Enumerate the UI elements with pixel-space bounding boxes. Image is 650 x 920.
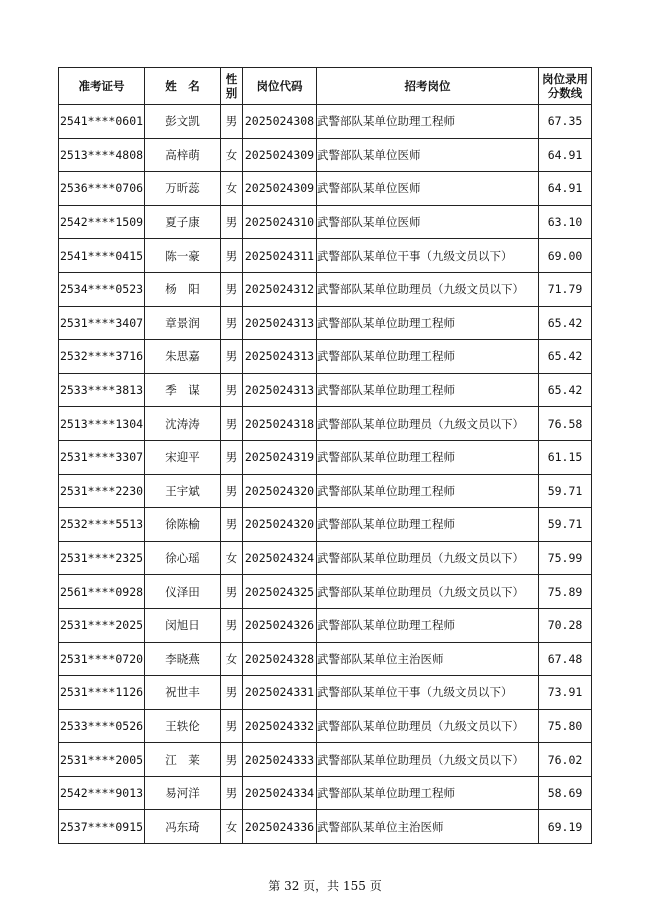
- header-gender: 性别: [221, 68, 243, 105]
- name-cell: 宋迎平: [145, 440, 221, 474]
- position-code-cell: 2025024313: [243, 340, 317, 374]
- exam-no-cell: 2531****0720: [59, 642, 145, 676]
- gender-cell: 女: [221, 642, 243, 676]
- table-row: [59, 205, 592, 239]
- exam-no-cell: 2531****2025: [59, 608, 145, 642]
- name-cell: 朱思嘉: [145, 340, 221, 374]
- position-code-cell: 2025024311: [243, 239, 317, 273]
- name-cell: 章景润: [145, 306, 221, 340]
- gender-cell: 男: [221, 743, 243, 777]
- position-code-cell: 2025024333: [243, 743, 317, 777]
- score-cell: 75.89: [539, 575, 592, 609]
- header-row: [59, 68, 592, 105]
- position-cell: 武警部队某单位助理工程师: [317, 306, 539, 340]
- position-cell: 武警部队某单位助理工程师: [317, 776, 539, 810]
- position-cell: 武警部队某单位干事（九级文员以下）: [317, 676, 539, 710]
- gender-cell: 男: [221, 272, 243, 306]
- position-cell: 武警部队某单位助理工程师: [317, 608, 539, 642]
- score-cell: 73.91: [539, 676, 592, 710]
- position-code-cell: 2025024320: [243, 508, 317, 542]
- gender-cell: 女: [221, 138, 243, 172]
- position-code-cell: 2025024334: [243, 776, 317, 810]
- score-cell: 64.91: [539, 138, 592, 172]
- name-cell: 冯东琦: [145, 810, 221, 844]
- table-row: [59, 440, 592, 474]
- table-row: [59, 676, 592, 710]
- position-cell: 武警部队某单位助理员（九级文员以下）: [317, 407, 539, 441]
- position-cell: 武警部队某单位助理工程师: [317, 105, 539, 139]
- position-cell: 武警部队某单位助理工程师: [317, 474, 539, 508]
- gender-cell: 男: [221, 508, 243, 542]
- score-cell: 58.69: [539, 776, 592, 810]
- table-row: [59, 743, 592, 777]
- exam-no-cell: 2532****5513: [59, 508, 145, 542]
- position-code-cell: 2025024312: [243, 272, 317, 306]
- table-row: [59, 810, 592, 844]
- table-body: [59, 105, 592, 844]
- exam-no-cell: 2542****1509: [59, 205, 145, 239]
- exam-no-cell: 2531****1126: [59, 676, 145, 710]
- name-cell: 高梓萌: [145, 138, 221, 172]
- header-score-line: 岗位录用分数线: [539, 68, 592, 105]
- exam-no-cell: 2541****0601: [59, 105, 145, 139]
- name-cell: 闵旭日: [145, 608, 221, 642]
- table-row: [59, 575, 592, 609]
- name-cell: 王轶伦: [145, 709, 221, 743]
- position-cell: 武警部队某单位医师: [317, 138, 539, 172]
- header-position-code: 岗位代码: [243, 68, 317, 105]
- position-code-cell: 2025024320: [243, 474, 317, 508]
- position-cell: 武警部队某单位助理工程师: [317, 373, 539, 407]
- gender-cell: 女: [221, 810, 243, 844]
- name-cell: 徐陈榆: [145, 508, 221, 542]
- gender-cell: 男: [221, 205, 243, 239]
- position-code-cell: 2025024331: [243, 676, 317, 710]
- gender-cell: 男: [221, 608, 243, 642]
- name-cell: 万昕蕊: [145, 172, 221, 206]
- position-code-cell: 2025024328: [243, 642, 317, 676]
- exam-no-cell: 2513****1304: [59, 407, 145, 441]
- gender-cell: 男: [221, 306, 243, 340]
- gender-cell: 男: [221, 407, 243, 441]
- position-code-cell: 2025024318: [243, 407, 317, 441]
- name-cell: 江 莱: [145, 743, 221, 777]
- exam-no-cell: 2537****0915: [59, 810, 145, 844]
- exam-no-cell: 2534****0523: [59, 272, 145, 306]
- score-cell: 65.42: [539, 306, 592, 340]
- position-code-cell: 2025024332: [243, 709, 317, 743]
- table-row: [59, 138, 592, 172]
- table-row: [59, 541, 592, 575]
- exam-no-cell: 2561****0928: [59, 575, 145, 609]
- score-cell: 64.91: [539, 172, 592, 206]
- score-cell: 67.35: [539, 105, 592, 139]
- gender-cell: 男: [221, 474, 243, 508]
- name-cell: 杨 阳: [145, 272, 221, 306]
- position-cell: 武警部队某单位医师: [317, 205, 539, 239]
- position-cell: 武警部队某单位助理员（九级文员以下）: [317, 272, 539, 306]
- table-row: [59, 239, 592, 273]
- score-cell: 59.71: [539, 508, 592, 542]
- score-cell: 76.58: [539, 407, 592, 441]
- table-row: [59, 709, 592, 743]
- table-row: [59, 340, 592, 374]
- position-cell: 武警部队某单位助理工程师: [317, 340, 539, 374]
- exam-no-cell: 2513****4808: [59, 138, 145, 172]
- header-position: 招考岗位: [317, 68, 539, 105]
- table-row: [59, 306, 592, 340]
- exam-no-cell: 2531****2325: [59, 541, 145, 575]
- exam-no-cell: 2533****3813: [59, 373, 145, 407]
- position-code-cell: 2025024309: [243, 172, 317, 206]
- name-cell: 季 谋: [145, 373, 221, 407]
- score-cell: 76.02: [539, 743, 592, 777]
- score-cell: 65.42: [539, 373, 592, 407]
- name-cell: 李晓燕: [145, 642, 221, 676]
- table-row: [59, 474, 592, 508]
- gender-cell: 男: [221, 440, 243, 474]
- name-cell: 易河洋: [145, 776, 221, 810]
- name-cell: 仪泽田: [145, 575, 221, 609]
- exam-no-cell: 2536****0706: [59, 172, 145, 206]
- gender-cell: 男: [221, 575, 243, 609]
- score-cell: 59.71: [539, 474, 592, 508]
- gender-cell: 男: [221, 776, 243, 810]
- table-row: [59, 272, 592, 306]
- score-cell: 69.00: [539, 239, 592, 273]
- position-code-cell: 2025024313: [243, 306, 317, 340]
- gender-cell: 女: [221, 172, 243, 206]
- exam-no-cell: 2531****3407: [59, 306, 145, 340]
- score-cell: 75.80: [539, 709, 592, 743]
- position-cell: 武警部队某单位助理员（九级文员以下）: [317, 709, 539, 743]
- exam-no-cell: 2533****0526: [59, 709, 145, 743]
- table-header: [59, 68, 592, 105]
- position-cell: 武警部队某单位主治医师: [317, 642, 539, 676]
- name-cell: 陈一豪: [145, 239, 221, 273]
- gender-cell: 男: [221, 239, 243, 273]
- gender-cell: 男: [221, 709, 243, 743]
- exam-no-cell: 2532****3716: [59, 340, 145, 374]
- position-cell: 武警部队某单位助理工程师: [317, 440, 539, 474]
- score-cell: 61.15: [539, 440, 592, 474]
- position-cell: 武警部队某单位主治医师: [317, 810, 539, 844]
- position-code-cell: 2025024308: [243, 105, 317, 139]
- header-name: 姓 名: [145, 68, 221, 105]
- position-code-cell: 2025024326: [243, 608, 317, 642]
- position-cell: 武警部队某单位助理员（九级文员以下）: [317, 541, 539, 575]
- score-cell: 65.42: [539, 340, 592, 374]
- score-cell: 67.48: [539, 642, 592, 676]
- position-code-cell: 2025024310: [243, 205, 317, 239]
- position-cell: 武警部队某单位干事（九级文员以下）: [317, 239, 539, 273]
- exam-no-cell: 2531****2230: [59, 474, 145, 508]
- exam-no-cell: 2531****3307: [59, 440, 145, 474]
- gender-cell: 男: [221, 373, 243, 407]
- position-cell: 武警部队某单位助理工程师: [317, 508, 539, 542]
- position-code-cell: 2025024309: [243, 138, 317, 172]
- table-row: [59, 642, 592, 676]
- exam-no-cell: 2541****0415: [59, 239, 145, 273]
- name-cell: 沈涛涛: [145, 407, 221, 441]
- table-row: [59, 508, 592, 542]
- score-cell: 70.28: [539, 608, 592, 642]
- table-row: [59, 172, 592, 206]
- score-cell: 75.99: [539, 541, 592, 575]
- name-cell: 夏子康: [145, 205, 221, 239]
- table-row: [59, 776, 592, 810]
- position-cell: 武警部队某单位医师: [317, 172, 539, 206]
- header-exam-no: 准考证号: [59, 68, 145, 105]
- name-cell: 王宇斌: [145, 474, 221, 508]
- position-code-cell: 2025024319: [243, 440, 317, 474]
- table-row: [59, 105, 592, 139]
- position-cell: 武警部队某单位助理员（九级文员以下）: [317, 743, 539, 777]
- score-cell: 71.79: [539, 272, 592, 306]
- name-cell: 徐心瑶: [145, 541, 221, 575]
- exam-no-cell: 2542****9013: [59, 776, 145, 810]
- gender-cell: 男: [221, 676, 243, 710]
- position-code-cell: 2025024325: [243, 575, 317, 609]
- score-cell: 63.10: [539, 205, 592, 239]
- gender-cell: 女: [221, 541, 243, 575]
- gender-cell: 男: [221, 340, 243, 374]
- score-table: [58, 67, 592, 844]
- page-number: 第 32 页，共 155 页: [268, 879, 382, 893]
- table-row: [59, 407, 592, 441]
- position-code-cell: 2025024324: [243, 541, 317, 575]
- position-code-cell: 2025024313: [243, 373, 317, 407]
- exam-no-cell: 2531****2005: [59, 743, 145, 777]
- position-cell: 武警部队某单位助理员（九级文员以下）: [317, 575, 539, 609]
- name-cell: 彭文凯: [145, 105, 221, 139]
- gender-cell: 男: [221, 105, 243, 139]
- name-cell: 祝世丰: [145, 676, 221, 710]
- table-row: [59, 373, 592, 407]
- table-row: [59, 608, 592, 642]
- score-cell: 69.19: [539, 810, 592, 844]
- position-code-cell: 2025024336: [243, 810, 317, 844]
